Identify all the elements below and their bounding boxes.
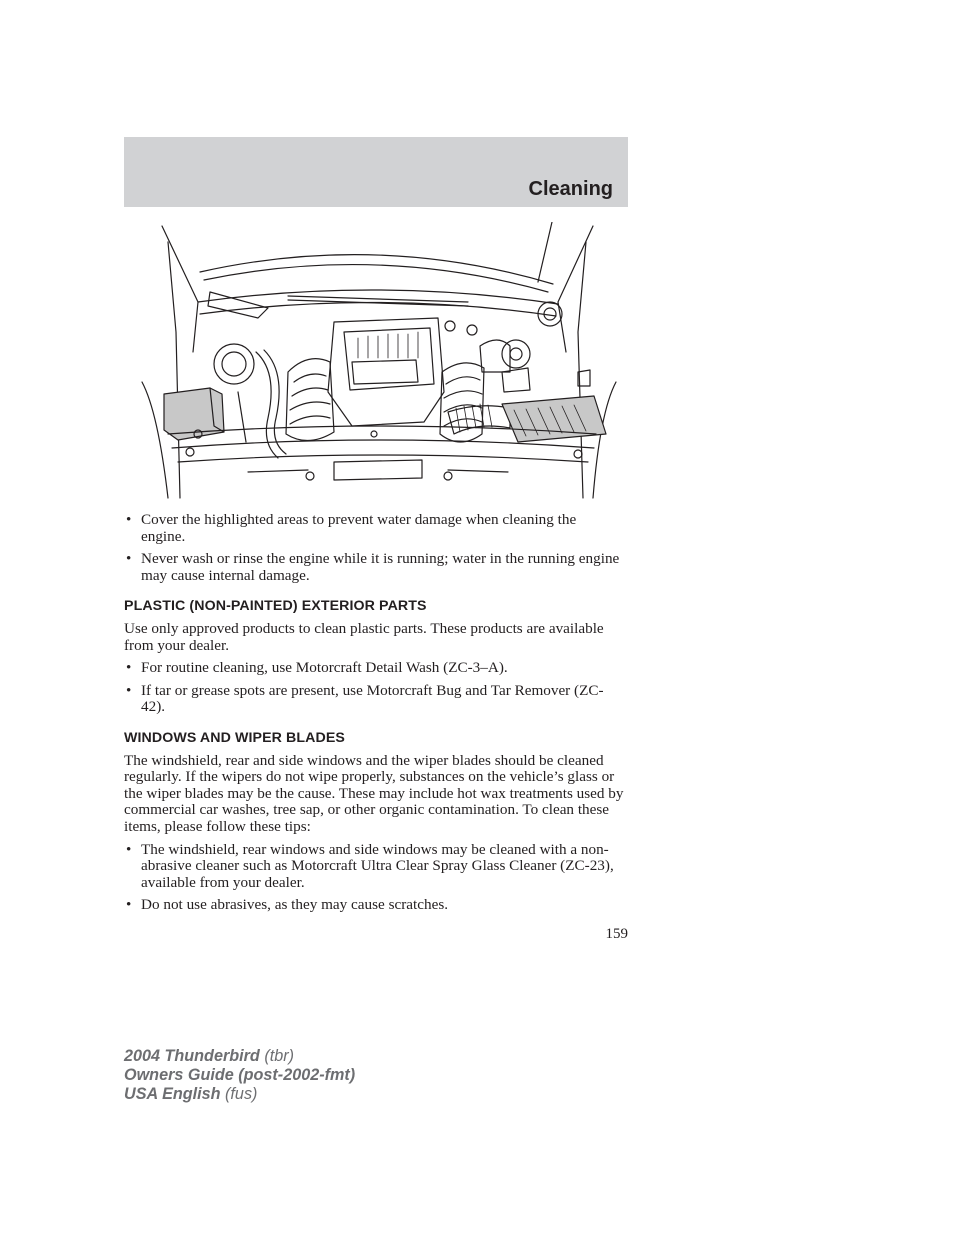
footer-language-code: (fus) [225,1085,258,1103]
footer-line-model [124,1047,355,1066]
engine-compartment-illustration [138,222,620,502]
footer-line-language [124,1085,355,1104]
windows-wipers-bullet-list [124,842,624,914]
windows-wipers-paragraph: The windshield, rear and side windows and the wiper blades should be cleaned regularly. If the wipers do not wipe properly, substances on the vehicle’s glass or the wiper blades may be the cause. These may include hot wax treatments used by commercial car washes, tree sap, or other organic contamination. To clean these items, please follow these tips: [124,751,624,835]
list-item: • Never wash or rinse the engine while it is running; water in the running engine may cause internal damage. [124,551,624,584]
list-item: • If tar or grease spots are present, use Motorcraft Bug and Tar Remover (ZC-42). [124,683,624,716]
intro-bullet-list [124,512,624,584]
footer-guide-name: Owners Guide (post-2002-fmt) [124,1066,356,1084]
plastic-parts-paragraph: Use only approved products to clean plastic parts. These products are available from your dealer. [124,619,604,654]
section-header-band [124,137,628,207]
list-item: • Do not use abrasives, as they may cause scratches. [124,897,624,914]
list-item: • The windshield, rear windows and side windows may be cleaned with a non-abrasive cleaner such as Motorcraft Ultra Clear Spray Glass Cleaner (ZC-23), available from your dealer. [124,842,624,892]
footer-line-guide [124,1066,355,1085]
footer-model-code: (tbr) [264,1047,294,1065]
footer-language-name: USA English [124,1085,221,1103]
page-number: 159 [605,926,628,942]
plastic-parts-bullet-list [124,660,624,716]
page-content [124,512,624,920]
windows-wipers-heading: WINDOWS AND WIPER BLADES [124,729,345,746]
footer-model-name: 2004 Thunderbird [124,1047,260,1065]
document-footer [124,1047,355,1104]
plastic-parts-heading: PLASTIC (NON-PAINTED) EXTERIOR PARTS [124,598,427,615]
section-title: Cleaning [528,178,613,200]
list-item: • For routine cleaning, use Motorcraft Detail Wash (ZC-3–A). [124,660,624,677]
list-item: • Cover the highlighted areas to prevent water damage when cleaning the engine. [124,512,624,545]
